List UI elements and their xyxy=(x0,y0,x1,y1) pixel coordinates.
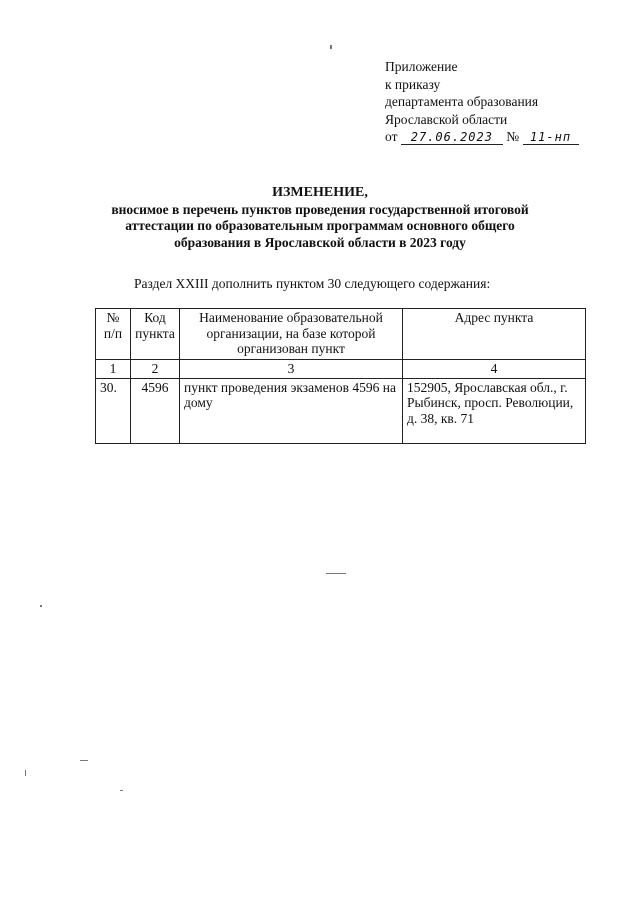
row-address: 152905, Ярославская обл., г. Рыбинск, просп. Революции, д. 38, кв. 71 xyxy=(403,378,586,443)
scan-speck xyxy=(326,573,346,574)
number-label: № xyxy=(506,129,520,144)
table-row xyxy=(96,378,586,443)
scan-speck xyxy=(25,770,26,776)
header-cell-number: № п/п xyxy=(96,309,131,360)
appendix-line: к приказу xyxy=(385,76,441,92)
scan-speck xyxy=(330,45,332,49)
scan-speck xyxy=(120,790,123,791)
row-number: 30. xyxy=(96,378,131,443)
row-name: пункт проведения экзаменов 4596 на дому xyxy=(180,378,403,443)
scan-speck xyxy=(80,760,88,761)
column-number: 2 xyxy=(131,360,180,379)
column-number: 4 xyxy=(403,360,586,379)
scan-speck xyxy=(40,605,42,607)
title-line: образования в Ярославской области в 2023 году xyxy=(174,234,466,250)
title-line: вносимое в перечень пунктов проведения государственной итоговой xyxy=(111,201,529,217)
row-code: 4596 xyxy=(131,378,180,443)
appendix-line: департамента образования xyxy=(385,94,539,109)
table-header-row xyxy=(96,309,586,360)
header-cell-name: Наименование образовательной организации, на базе которой организован пункт xyxy=(180,309,403,360)
header-cell-address: Адрес пункта xyxy=(403,309,586,360)
document-title xyxy=(95,185,545,251)
column-number: 1 xyxy=(96,360,131,379)
order-number: 11-нп xyxy=(523,130,579,145)
title-line: аттестации по образовательным программам основного общего xyxy=(125,218,515,233)
title-main: ИЗМЕНЕНИЕ, xyxy=(272,185,368,200)
appendix-block xyxy=(385,58,579,146)
column-number: 3 xyxy=(180,360,403,379)
order-date: 27.06.2023 xyxy=(401,130,503,145)
order-date-number-line xyxy=(385,128,579,146)
table-number-row xyxy=(96,360,586,379)
appendix-line: Ярославской области xyxy=(385,111,508,127)
header-cell-code: Код пункта xyxy=(131,309,180,360)
appendix-line: Приложение xyxy=(385,59,458,74)
from-label: от xyxy=(385,129,398,144)
points-table xyxy=(95,308,586,444)
intro-paragraph: Раздел XXIII дополнить пунктом 30 следующего содержания: xyxy=(134,276,491,291)
